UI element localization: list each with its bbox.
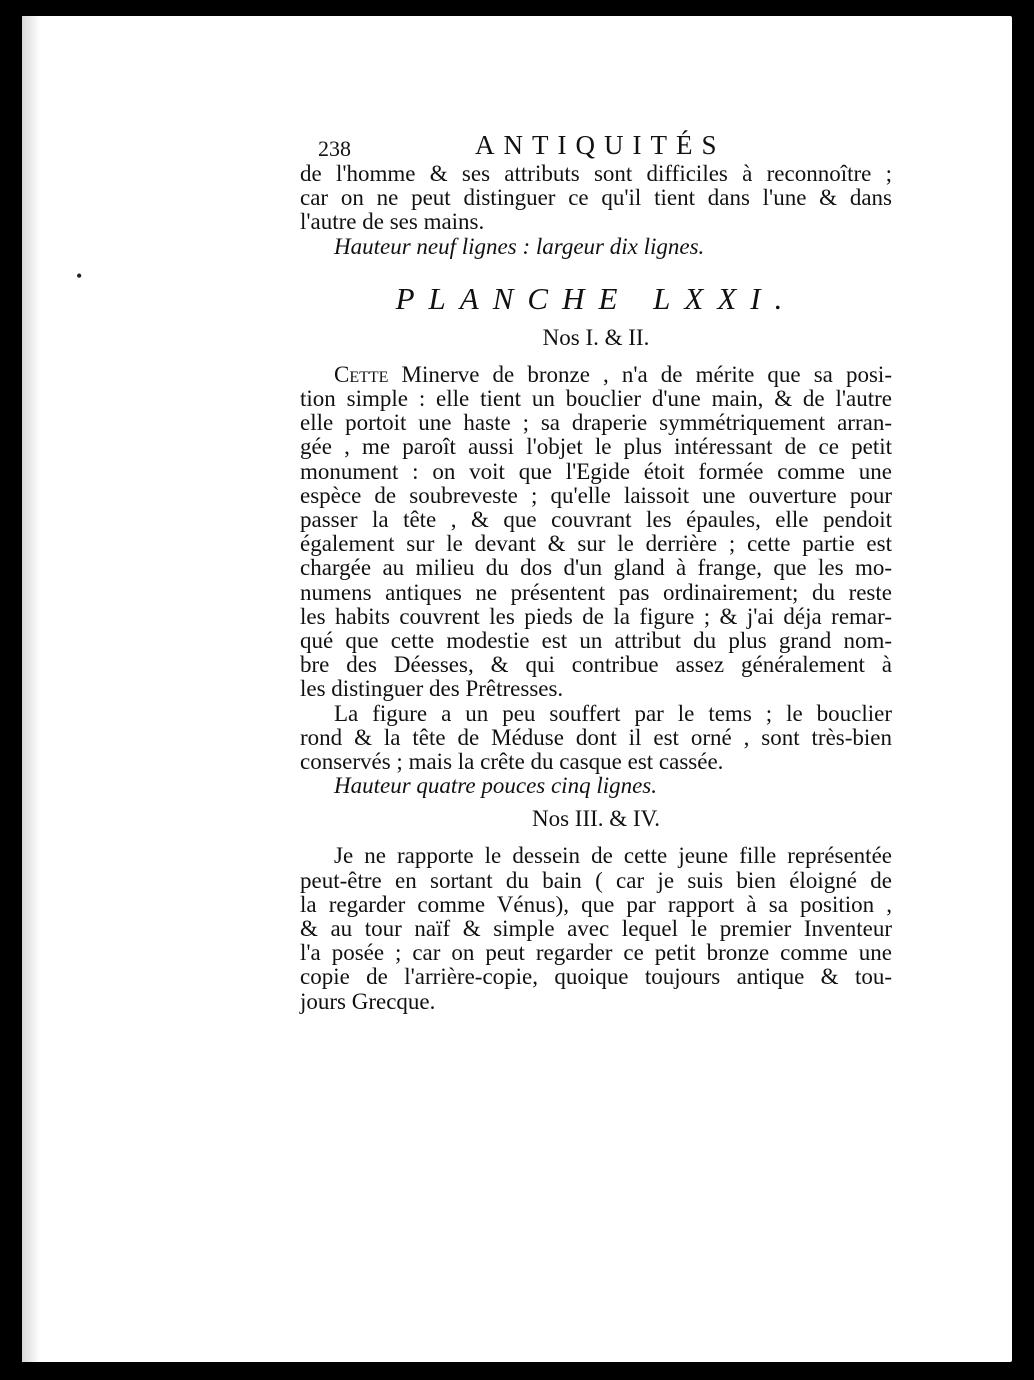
section1-paragraph-2: [300, 702, 892, 799]
text-line: les habits couvrent les pieds de la figure ; & j'ai déja remar-: [300, 603, 892, 629]
text-line: l'autre de ses mains.: [300, 209, 485, 235]
ink-blot-mark: •: [76, 266, 83, 286]
section1-paragraph: [300, 363, 892, 702]
text-line: numens antiques ne présentent pas ordinairement; du reste: [300, 579, 892, 605]
text-line: [300, 363, 892, 387]
text-line: rond & la tête de Méduse dont il est orné , sont très-bien: [300, 724, 892, 750]
text-line: & au tour naïf & simple avec lequel le premier Inventeur: [300, 916, 892, 942]
text-line: de l'homme & ses attributs sont difficiles à reconnoître ;: [300, 161, 892, 186]
text-line: également sur le devant & sur le derrière ; cette partie est: [300, 531, 892, 557]
intro-paragraph: [300, 162, 892, 259]
text-line: passer la tête , & que couvrant les épaules, elle pendoit: [300, 507, 892, 533]
text-line: bre des Déesses, & qui contribue assez généralement à: [300, 652, 892, 678]
text-line: la regarder comme Vénus), que par rapport à sa position ,: [300, 891, 892, 917]
text-line: espèce de soubreveste ; qu'elle laissoit une ouverture pour: [300, 482, 892, 508]
text-line: chargée au milieu du dos d'un gland à frange, que les mo-: [300, 555, 892, 581]
text-line: conservés ; mais la crête du casque est cassée.: [300, 749, 724, 775]
dimensions-line: Hauteur quatre pouces cinq lignes.: [334, 773, 658, 799]
dimensions-line: Hauteur neuf lignes : largeur dix lignes.: [334, 233, 705, 259]
running-head: [300, 130, 892, 162]
plate-heading: PLANCHE LXXI.: [395, 280, 797, 316]
running-title: ANTIQUITÉS: [475, 130, 726, 160]
section2-paragraph: [300, 844, 892, 1013]
text-line: copie de l'arrière-copie, quoique toujours antique & tou-: [300, 964, 892, 990]
text-line: tion simple : elle tient un bouclier d'une main, & de l'autre: [300, 386, 892, 412]
lead-word: Cette: [334, 361, 389, 387]
text-block: [300, 130, 892, 1014]
section-heading-2: Nos III. & IV.: [532, 806, 660, 832]
text-line: monument : on voit que l'Egide étoit formée comme une: [300, 458, 892, 484]
text-line: l'a posée ; car on peut regarder ce petit bronze comme une: [300, 940, 892, 966]
text-line: Je ne rapporte le dessein de cette jeune fille représentée: [334, 843, 892, 869]
text-span: Minerve de bronze , n'a de mérite que sa posi-: [388, 361, 892, 387]
page-gutter-shadow: [22, 16, 40, 1362]
text-line: car on ne peut distinguer ce qu'il tient dans l'une & dans: [300, 185, 892, 211]
page-number: 238: [318, 136, 351, 161]
text-line: jours Grecque.: [300, 988, 436, 1014]
section-heading-1: Nos I. & II.: [542, 324, 650, 350]
text-line: les distinguer des Prêtresses.: [300, 676, 564, 702]
text-line: qué que cette modestie est un attribut du plus grand nom-: [300, 628, 892, 654]
text-line: gée , me paroît aussi l'objet le plus intéressant de ce petit: [300, 434, 892, 460]
text-line: La figure a un peu souffert par le tems ; le bouclier: [334, 700, 892, 726]
text-line: peut-être en sortant du bain ( car je suis bien éloigné de: [300, 867, 892, 893]
text-line: elle portoit une haste ; sa draperie symmétriquement arran-: [300, 410, 892, 436]
